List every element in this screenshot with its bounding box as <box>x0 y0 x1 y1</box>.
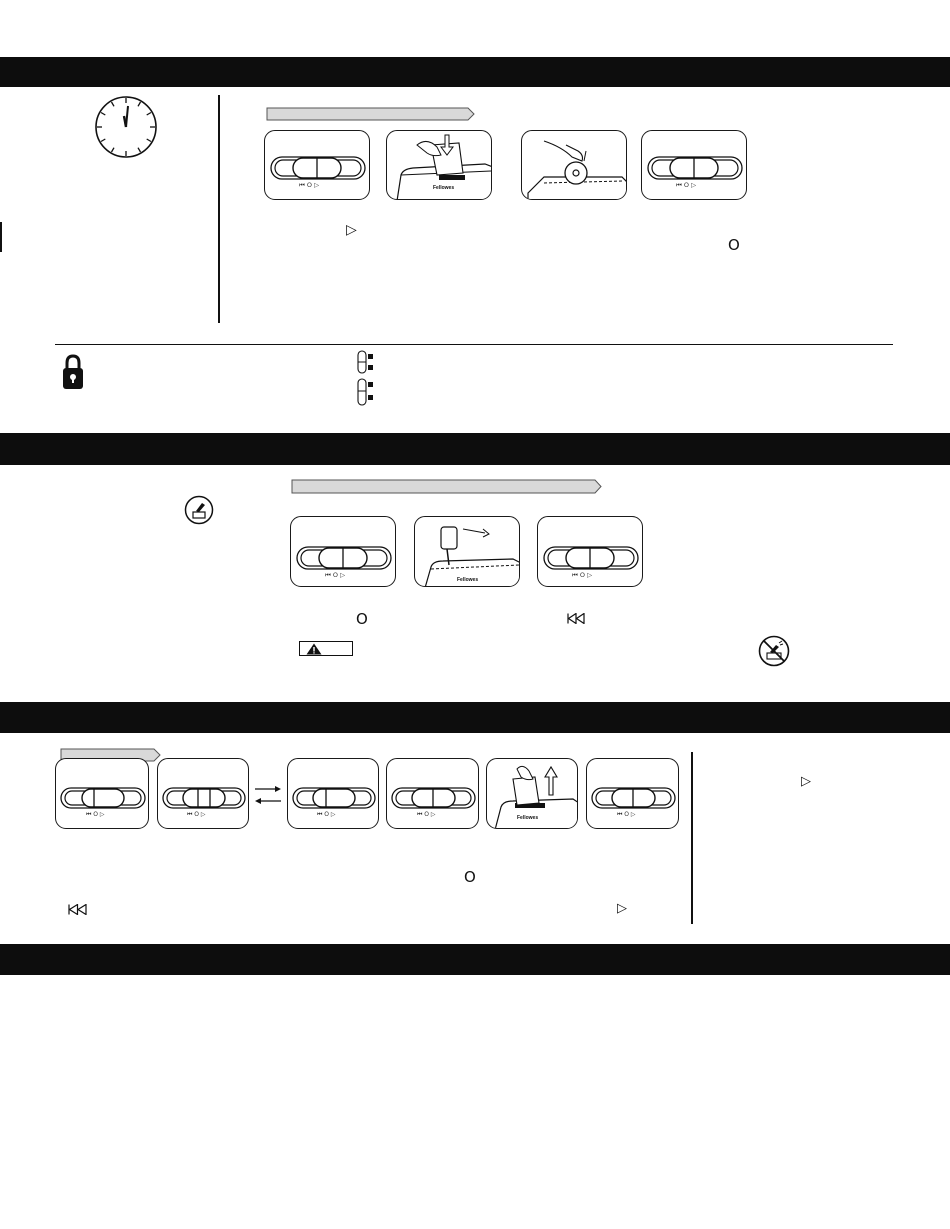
edge-marker <box>0 222 2 252</box>
rocker-switch-illustration <box>587 759 679 829</box>
svg-text:⏮ O ▷: ⏮ O ▷ <box>299 181 320 189</box>
shredder-oil-illustration <box>415 517 520 587</box>
switch-panel <box>586 758 679 829</box>
clock-icon <box>93 94 159 160</box>
rocker-switch-illustration <box>642 131 747 200</box>
switch-panel <box>287 758 379 829</box>
reverse-symbol-icon <box>68 904 87 915</box>
svg-text:⏮ O ▷: ⏮ O ▷ <box>572 571 593 579</box>
padlock-icon <box>62 354 84 390</box>
oil-bottle-icon <box>184 495 214 525</box>
off-symbol: O <box>728 236 740 254</box>
rocker-switch-illustration <box>56 759 149 829</box>
off-symbol: O <box>356 610 368 628</box>
switch-panel <box>537 516 643 587</box>
lock-switch-unlocked-icon <box>357 378 375 406</box>
switch-panel <box>641 130 747 200</box>
shredder-paper-illustration <box>387 131 492 200</box>
no-aerosol-icon <box>758 635 790 667</box>
oiling-panel <box>414 516 520 587</box>
svg-text:⏮ O ▷: ⏮ O ▷ <box>187 811 206 818</box>
shredder-remove-paper-illustration <box>487 759 578 829</box>
shredder-cd-illustration <box>522 131 627 200</box>
caution-label-box <box>299 641 353 656</box>
section-header-bar-1 <box>0 57 950 87</box>
remove-paper-panel <box>486 758 578 829</box>
insert-cd-panel <box>521 130 627 200</box>
switch-panel <box>55 758 149 829</box>
auto-symbol: ▷ <box>346 222 357 238</box>
svg-text:⏮ O ▷: ⏮ O ▷ <box>676 181 697 189</box>
svg-text:⏮ O ▷: ⏮ O ▷ <box>617 811 636 818</box>
rocker-switch-illustration <box>538 517 643 587</box>
svg-text:⏮ O ▷: ⏮ O ▷ <box>86 811 105 818</box>
svg-text:⏮ O ▷: ⏮ O ▷ <box>317 811 336 818</box>
insert-paper-panel <box>386 130 492 200</box>
section-header-bar-4 <box>0 944 950 975</box>
lock-switch-locked-icon <box>357 350 375 374</box>
rocker-switch-illustration <box>288 759 379 829</box>
sequence-arrow-bar <box>291 479 603 494</box>
section-rule <box>55 344 893 345</box>
svg-text:Fellowes: Fellowes <box>517 815 539 821</box>
switch-panel <box>386 758 479 829</box>
section-header-bar-3 <box>0 702 950 733</box>
section-divider <box>691 752 693 924</box>
warning-triangle-icon <box>306 643 322 655</box>
reverse-symbol-icon <box>567 613 585 624</box>
svg-text:⏮ O ▷: ⏮ O ▷ <box>417 811 436 818</box>
switch-panel <box>157 758 249 829</box>
rocker-switch-illustration <box>265 131 370 200</box>
section-header-bar-2 <box>0 433 950 465</box>
toggle-arrows-icon <box>253 784 283 806</box>
rocker-switch-illustration <box>291 517 396 587</box>
sequence-arrow-bar <box>266 107 476 121</box>
svg-text:⏮ O ▷: ⏮ O ▷ <box>325 571 346 579</box>
rocker-switch-illustration <box>387 759 479 829</box>
off-symbol: O <box>464 868 476 886</box>
auto-symbol: ▷ <box>617 901 627 916</box>
svg-text:Fellowes: Fellowes <box>457 577 479 583</box>
section-divider <box>218 95 220 323</box>
rocker-switch-illustration <box>158 759 249 829</box>
switch-panel <box>264 130 370 200</box>
auto-symbol: ▷ <box>801 774 811 789</box>
switch-panel <box>290 516 396 587</box>
svg-text:Fellowes: Fellowes <box>433 185 455 191</box>
